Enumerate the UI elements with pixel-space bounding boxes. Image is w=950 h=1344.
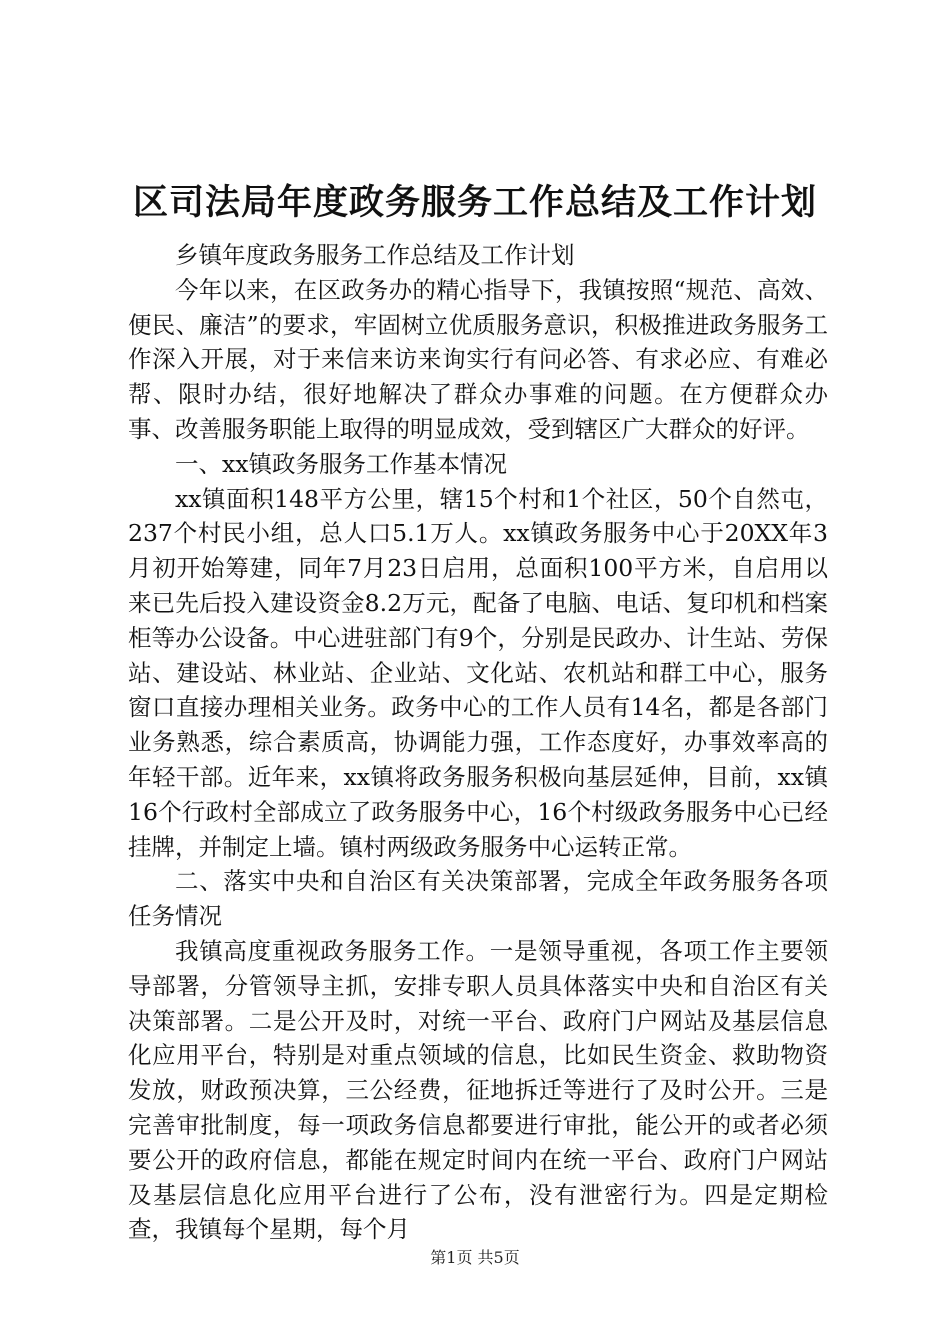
intro-paragraph: 今年以来，在区政务办的精心指导下，我镇按照“规范、高效、便民、廉洁”的要求，牢固树立优质服务意识，积极推进政务服务工作深入开展，对于来信来访来询实行有问必答、有求必应、有难必帮、限时办结，很好地解决了群众办事难的问题。在方便群众办事、改善服务职能上取得的明显成效，受到辖区广大群众的好评。 — [128, 275, 828, 443]
section-2-paragraph: 我镇高度重视政务服务工作。一是领导重视，各项工作主要领导部署，分管领导主抓，安排专职人员具体落实中央和自治区有关决策部署。二是公开及时，对统一平台、政府门户网站及基层信息化应用平台，特别是对重点领域的信息，比如民生资金、救助物资发放，财政预决算，三公经费，征地拆迁等进行了及时公开。三是完善审批制度，每一项政务信息都要进行审批，能公开的或者必须要公开的政府信息，都能在规定时间内在统一平台、政府门户网站及基层信息化应用平台进行了公布，没有泄密行为。四是定期检查，我镇每个星期，每个月 — [128, 936, 828, 1244]
section-heading-2: 二、落实中央和自治区有关决策部署，完成全年政务服务各项任务情况 — [128, 867, 828, 931]
document-title: 区司法局年度政务服务工作总结及工作计划 — [132, 182, 817, 223]
page-number-footer: 第1页 共5页 — [430, 1248, 520, 1267]
subtitle-paragraph: 乡镇年度政务服务工作总结及工作计划 — [175, 241, 575, 269]
section-heading-1: 一、xx镇政务服务工作基本情况 — [175, 449, 508, 478]
section-1-paragraph: xx镇面积148平方公里，辖15个村和1个社区，50个自然屯，237个村民小组，总人口5.1万人。xx镇政务服务中心于20XX年3月初开始筹建，同年7月23日启用，总面积100平方米，自启用以来已先后投入建设资金8.2万元，配备了电脑、电话、复印机和档案柜等办公设备。中心进驻部门有9个，分别是民政办、计生站、劳保站、建设站、林业站、企业站、文化站、农机站和群工中心，服务窗口直接办理相关业务。政务中心的工作人员有14名，都是各部门业务熟悉，综合素质高，协调能力强，工作态度好，办事效率高的年轻干部。近年来，xx镇将政务服务积极向基层延伸，目前，xx镇16个行政村全部成立了政务服务中心，16个村级政务服务中心已经挂牌，并制定上墙。镇村两级政务服务中心运转正常。 — [128, 484, 828, 861]
document-body — [128, 238, 828, 1247]
